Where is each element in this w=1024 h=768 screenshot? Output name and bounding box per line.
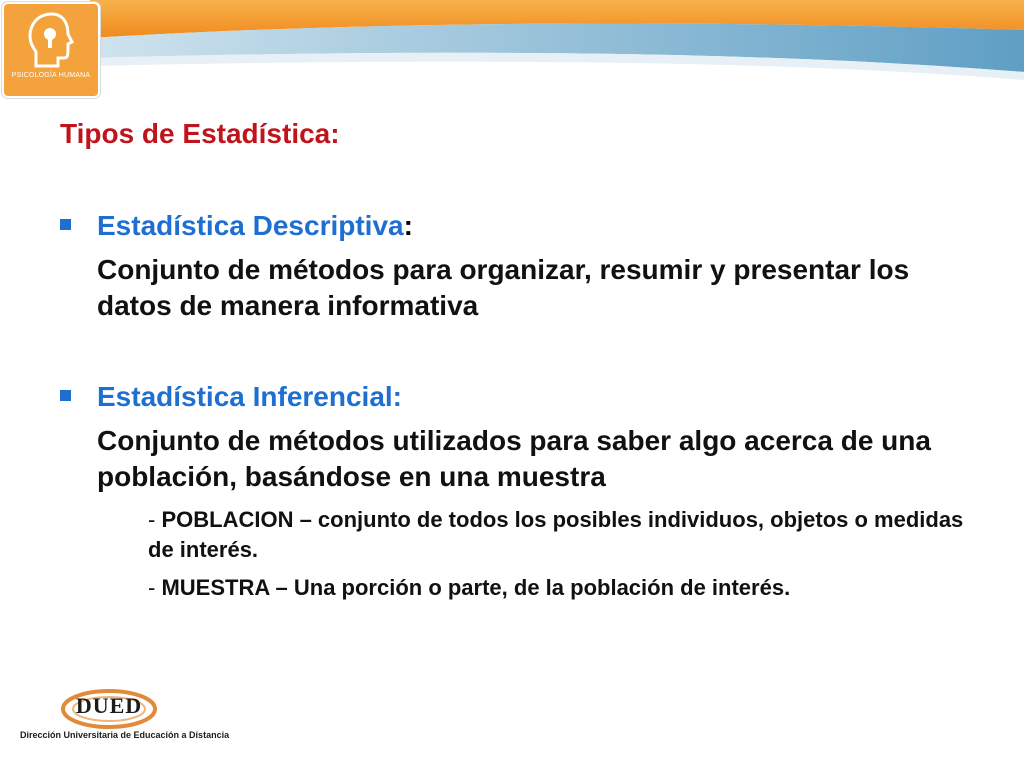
sub-item-text: MUESTRA – Una porción o parte, de la población de interés.: [161, 575, 791, 600]
sub-item-poblacion: [148, 505, 968, 565]
dued-logo-text: DUED: [75, 693, 143, 718]
descriptive-definition: Conjunto de métodos para organizar, resumir y presentar los datos de manera informativa: [97, 254, 910, 321]
square-bullet-icon: [60, 390, 71, 401]
sub-item-dash: -: [148, 575, 162, 600]
dued-logo-caption: Dirección Universitaria de Educación a Distancia: [20, 730, 230, 740]
bullet-heading: [97, 210, 413, 242]
heading-colon: :: [403, 210, 413, 241]
footer-logo: [12, 685, 230, 745]
slide-title: Tipos de Estadística:: [60, 118, 340, 149]
heading-text: Estadística Descriptiva: [97, 210, 404, 241]
inferential-definition: Conjunto de métodos utilizados para saber algo acerca de una población, basándose en una muestra: [97, 425, 931, 492]
sub-item-dash: -: [148, 507, 162, 532]
heading-text: Estadística Inferencial:: [97, 381, 403, 412]
sub-item-muestra: [148, 573, 968, 603]
brand-logo-caption: PSICOLOGÍA HUMANA: [11, 72, 91, 79]
sub-item-text: POBLACION – conjunto de todos los posibles individuos, objetos o medidas de interés.: [148, 507, 964, 562]
square-bullet-icon: [60, 219, 71, 230]
bullet-heading: [97, 381, 402, 413]
